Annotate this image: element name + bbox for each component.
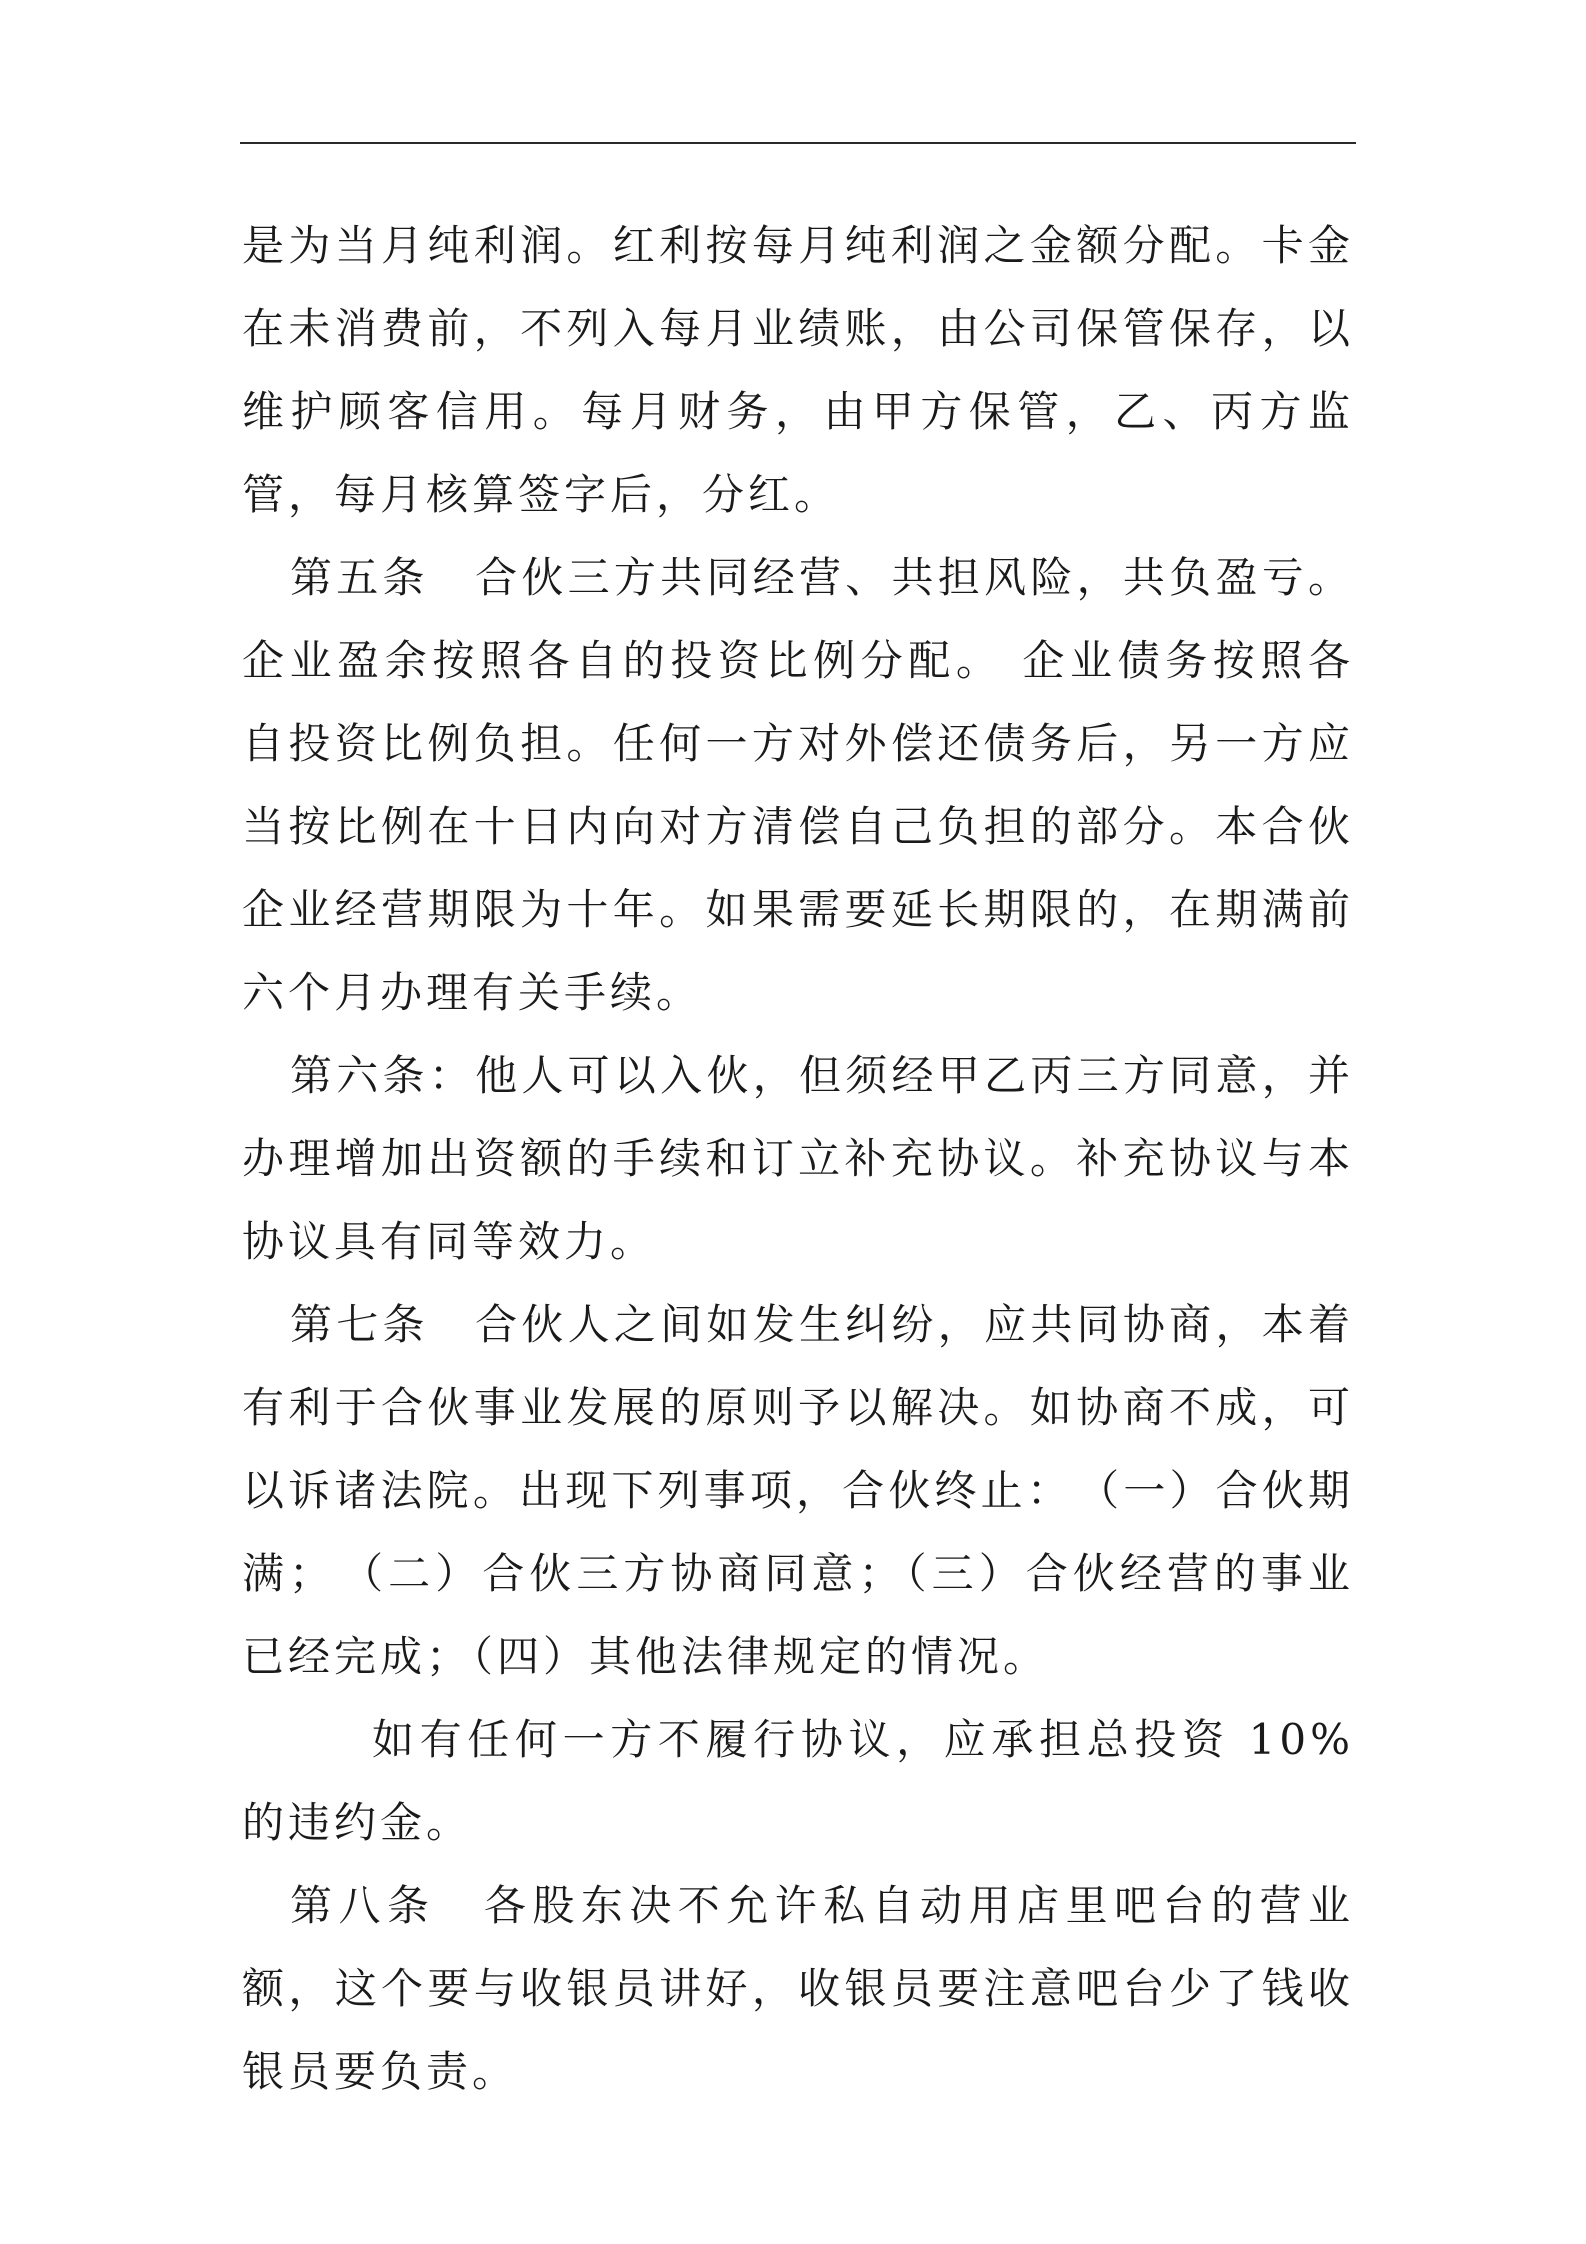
document-body [242,204,1354,2113]
paragraph-article-7: 第七条 合伙人之间如发生纠纷，应共同协商，本着有利于合伙事业发展的原则予以解决。如协商不成，可以诉诸法院。出现下列事项，合伙终止： （一）合伙期满； （二）合伙三方协商同意；（三）合伙经营的事业已经完成；（四）其他法律规定的情况。 [242,1300,1354,1681]
paragraph-article-6: 第六条：他人可以入伙，但须经甲乙丙三方同意，并办理增加出资额的手续和订立补充协议。补充协议与本协议具有同等效力。 [242,1051,1354,1266]
paragraph-article-8: 第八条 各股东决不允许私自动用店里吧台的营业额，这个要与收银员讲好，收银员要注意吧台少了钱收银员要负责。 [242,1881,1354,2096]
paragraph-continuation: 是为当月纯利润。红利按每月纯利润之金额分配。卡金在未消费前，不列入每月业绩账，由公司保管保存，以维护顾客信用。每月财务，由甲方保管，乙、丙方监管，每月核算签字后，分红。 [242,221,1354,519]
header-rule [240,142,1356,144]
paragraph-penalty: 如有任何一方不履行协议，应承担总投资 10%的违约金。 [242,1715,1354,1847]
paragraph-article-5: 第五条 合伙三方共同经营、共担风险，共负盈亏。 企业盈余按照各自的投资比例分配。 企业债务按照各自投资比例负担。任何一方对外偿还债务后，另一方应当按比例在十日内向对方清偿自己负担的部分。本合伙企业经营期限为十年。如果需要延长期限的，在期满前六个月办理有关手续。 [242,553,1354,1017]
